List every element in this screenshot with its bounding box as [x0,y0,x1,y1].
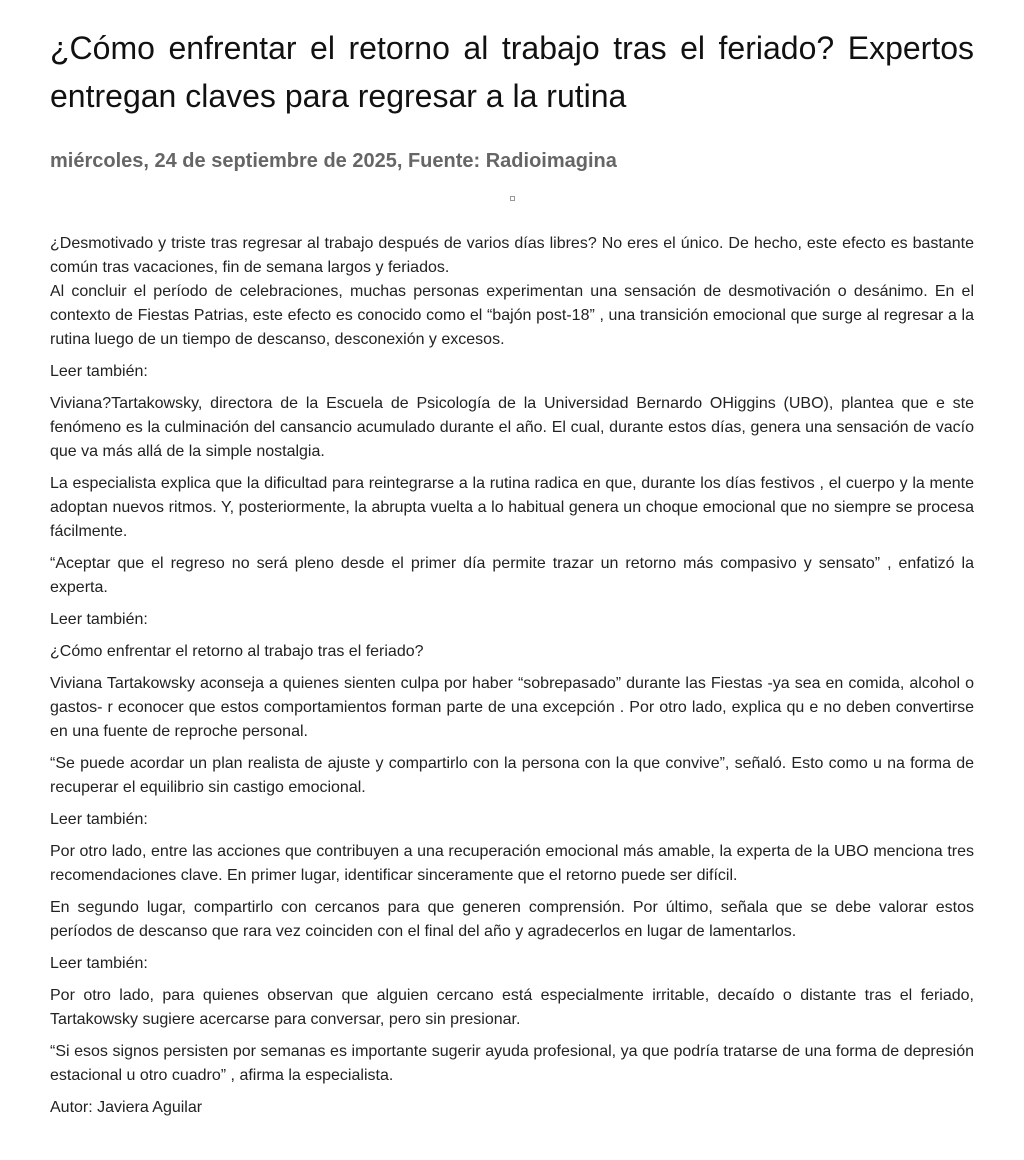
paragraph: “Si esos signos persisten por semanas es importante sugerir ayuda profesional, ya que podría tratarse de una forma de depresión estacional u otro cuadro” , afirma la especialista. [50,1043,974,1084]
read-also-label: Leer también: [50,811,148,828]
read-also-label: Leer también: [50,363,148,380]
paragraph: Al concluir el período de celebraciones, muchas personas experimentan una sensación de desmotivación o desánimo. En el contexto de Fiestas Patrias, este efecto es conocido como el “bajón post-18” , una transición emocional que surge al regresar a la rutina luego de un tiempo de descanso, desconexión y excesos. [50,283,974,348]
paragraph: “Se puede acordar un plan realista de ajuste y compartirlo con la persona con la que convive”, señaló. Esto como u na forma de recuperar el equilibrio sin castigo emocional. [50,755,974,796]
author-line: Autor: Javiera Aguilar [50,1099,203,1116]
article-image [50,186,974,226]
paragraph: Viviana?Tartakowsky, directora de la Escuela de Psicología de la Universidad Bernardo OHiggins (UBO), plantea que e ste fenómeno es la culminación del cansancio acumulado durante el año. El cual, durante estos días, genera una sensación de vacío que va más allá de la simple nostalgia. [50,395,974,460]
paragraph: ¿Desmotivado y triste tras regresar al trabajo después de varios días libres? No eres el único. De hecho, este efecto es bastante común tras vacaciones, fin de semana largos y feriados. [50,235,974,276]
paragraph: Por otro lado, entre las acciones que contribuyen a una recuperación emocional más amable, la experta de la UBO menciona tres recomendaciones clave. En primer lugar, identificar sinceramente que el retorno puede ser difícil. [50,843,974,884]
paragraph: La especialista explica que la dificultad para reintegrarse a la rutina radica en que, durante los días festivos , el cuerpo y la mente adoptan nuevos ritmos. Y, posteriormente, la abrupta vuelta a lo habitual genera un choque emocional que no siempre se procesa fácilmente. [50,475,974,540]
read-also-label: Leer también: [50,955,148,972]
paragraph: “Aceptar que el regreso no será pleno desde el primer día permite trazar un retorno más compasivo y sensato” , enfatizó la experta. [50,555,974,596]
article [50,0,974,1128]
paragraph: Viviana Tartakowsky aconseja a quienes sienten culpa por haber “sobrepasado” durante las Fiestas -ya sea en comida, alcohol o gastos- r econocer que estos comportamientos forman parte de una excepción . Por otro lado, explica qu e no deben convertirse en una fuente de reproche personal. [50,675,974,740]
paragraph: En segundo lugar, compartirlo con cercanos para que generen comprensión. Por último, señala que se debe valorar estos períodos de descanso que rara vez coinciden con el final del año y agradecerlos en lugar de lamentarlos. [50,899,974,940]
paragraph: Por otro lado, para quienes observan que alguien cercano está especialmente irritable, decaído o distante tras el feriado, Tartakowsky sugiere acercarse para conversar, pero sin presionar. [50,987,974,1028]
article-meta: miércoles, 24 de septiembre de 2025, Fuente: Radioimagina [50,150,617,172]
article-body [50,232,974,1120]
read-also-label: Leer también: [50,611,148,628]
article-title: ¿Cómo enfrentar el retorno al trabajo tras el feriado? Expertos entregan claves para regresar a la rutina [50,30,974,114]
broken-image-icon [510,196,515,201]
section-subheading: ¿Cómo enfrentar el retorno al trabajo tras el feriado? [50,643,424,660]
